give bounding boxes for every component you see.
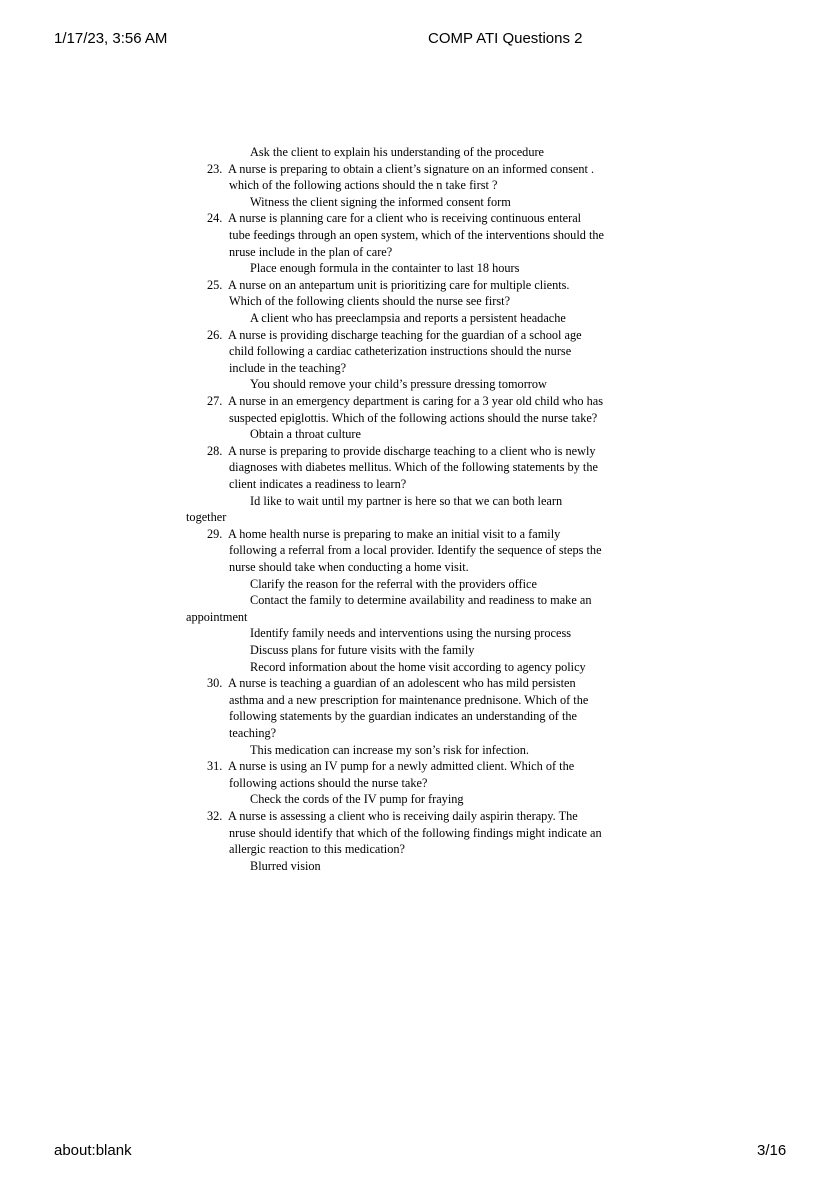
question-text: A nurse is assessing a client who is receiving daily aspirin therapy. The (228, 809, 578, 823)
question-number: 28. (207, 443, 223, 458)
question-continuation-line: allergic reaction to this medication? (229, 842, 405, 857)
question-continuation-line: suspected epiglottis. Which of the following actions should the nurse take? (229, 410, 598, 425)
question-text: A nurse is using an IV pump for a newly admitted client. Which of the (228, 759, 575, 774)
question-text: A nurse is providing discharge teaching for the guardian of a school age (228, 327, 582, 342)
question-continuation-line: child following a cardiac catheterization instructions should the nurse (229, 344, 572, 359)
question-number: 23. (207, 161, 223, 176)
answer-line: You should remove your child’s pressure dressing tomorrow (250, 377, 547, 392)
question-line (207, 210, 581, 227)
question-text: A nurse is preparing to provide discharge teaching to a client who is newly (228, 443, 596, 458)
question-number: 27. (207, 394, 223, 408)
print-footer-page-number: 3/16 (757, 1142, 787, 1159)
question-line (207, 393, 603, 410)
answer-line: This medication can increase my son’s risk for infection. (250, 742, 529, 757)
answer-line: Id like to wait until my partner is here so that we can both learn (250, 493, 563, 508)
question-number: 29. (207, 526, 223, 541)
question-line (207, 161, 594, 178)
question-continuation-line: diagnoses with diabetes mellitus. Which of the following statements by the (229, 460, 598, 475)
question-line (207, 526, 560, 543)
question-continuation-line: client indicates a readiness to learn? (229, 477, 407, 491)
answer-line: Place enough formula in the containter to last 18 hours (250, 261, 520, 276)
answer-line: Discuss plans for future visits with the family (250, 643, 475, 657)
question-text: A nurse is planning care for a client who is receiving continuous enteral (228, 211, 582, 226)
answer-line: Clarify the reason for the referral with the providers office (250, 576, 537, 591)
wrapped-text-line: together (186, 510, 227, 525)
print-header-title: COMP ATI Questions 2 (428, 30, 583, 47)
question-line (207, 443, 596, 460)
question-text: A nurse is teaching a guardian of an adolescent who has mild persisten (228, 676, 576, 691)
answer-line: Contact the family to determine availability and readiness to make an (250, 593, 592, 608)
answer-line: Witness the client signing the informed consent form (250, 194, 511, 209)
answer-line: Check the cords of the IV pump for fraying (250, 792, 464, 807)
print-footer-url: about:blank (54, 1142, 132, 1159)
question-line (207, 808, 578, 825)
question-continuation-line: nruse should identify that which of the following findings might indicate an (229, 825, 602, 840)
question-number: 24. (207, 211, 223, 226)
question-line (207, 277, 570, 294)
answer-line: Record information about the home visit according to agency policy (250, 659, 586, 674)
question-line (207, 758, 574, 775)
print-header-datetime: 1/17/23, 3:56 AM (54, 30, 168, 47)
answer-line: Identify family needs and interventions using the nursing process (250, 626, 572, 641)
answer-line: Ask the client to explain his understanding of the procedure (250, 145, 545, 159)
question-continuation-line: which of the following actions should the n take first ? (229, 178, 498, 193)
question-continuation-line: nruse include in the plan of care? (229, 244, 393, 259)
question-continuation-line: teaching? (229, 726, 277, 740)
question-number: 25. (207, 277, 223, 292)
answer-line: Blurred vision (250, 858, 321, 873)
question-continuation-line: tube feedings through an open system, which of the interventions should the (229, 228, 604, 242)
question-continuation-line: following a referral from a local provider. Identify the sequence of steps the (229, 543, 602, 558)
question-line (207, 675, 576, 692)
question-continuation-line: Which of the following clients should the nurse see first? (229, 294, 511, 309)
question-number: 32. (207, 809, 223, 823)
question-number: 26. (207, 327, 223, 342)
question-continuation-line: nurse should take when conducting a home visit. (229, 560, 469, 574)
answer-line: A client who has preeclampsia and reports a persistent headache (250, 311, 566, 325)
question-line (207, 327, 582, 344)
wrapped-text-line: appointment (186, 609, 248, 624)
question-text: A nurse on an antepartum unit is prioritizing care for multiple clients. (228, 277, 570, 292)
question-number: 30. (207, 676, 223, 691)
question-text: A home health nurse is preparing to make an initial visit to a family (228, 526, 561, 541)
question-continuation-line: asthma and a new prescription for maintenance prednisone. Which of the (229, 692, 589, 707)
question-continuation-line: following actions should the nurse take? (229, 775, 428, 790)
question-text: A nurse is preparing to obtain a client’s signature on an informed consent . (228, 161, 595, 176)
question-continuation-line: include in the teaching? (229, 360, 347, 375)
question-number: 31. (207, 759, 223, 774)
question-text: A nurse in an emergency department is caring for a 3 year old child who has (228, 394, 604, 408)
question-continuation-line: following statements by the guardian indicates an understanding of the (229, 709, 577, 724)
answer-line: Obtain a throat culture (250, 427, 361, 442)
